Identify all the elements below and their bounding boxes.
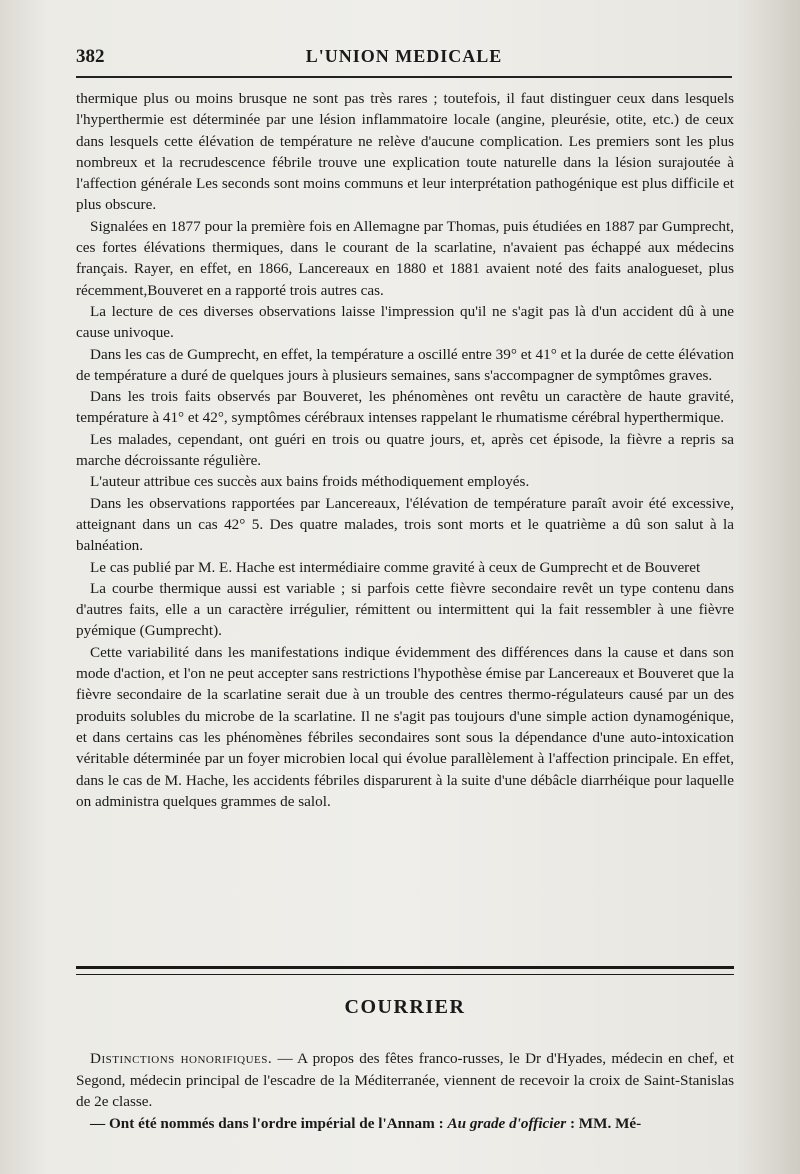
grade-label: Au grade d'officier [447, 1114, 567, 1132]
article-body [76, 88, 734, 812]
courier-body [76, 1048, 734, 1134]
paragraph: Le cas publié par M. E. Hache est intermédiaire comme gravité à ceux de Gumprecht et de Bouveret [90, 558, 701, 576]
paragraph [76, 1048, 734, 1113]
paragraph [76, 1113, 734, 1135]
paragraph: L'auteur attribue ces succès aux bains froids méthodiquement employés. [90, 473, 530, 491]
page-header [76, 46, 732, 70]
paragraph: Dans les observations rapportées par Lancereaux, l'élévation de température paraît avoir été excessive, atteignant dans un cas 42° 5. Des quatre malades, trois sont morts et le quatrième a dû son salut à la balnéation. [76, 494, 734, 555]
paragraph-tail: : MM. Mé- [566, 1114, 642, 1132]
section-divider-thin [76, 974, 734, 975]
paragraph-text: — A propos des fêtes franco-russes, le Dr d'Hyades, médecin en chef, et Segond, médecin principal de l'escadre de la Méditerranée, viennent de recevoir la croix de Saint-Stanislas de 2e classe. [76, 1050, 734, 1110]
lead-label: Distinctions honorifiques. [90, 1050, 273, 1067]
page-number: 382 [76, 46, 105, 67]
paragraph-lead: — Ont été nommés dans l'ordre impérial de l'Annam : [90, 1114, 448, 1132]
header-rule [76, 76, 732, 78]
running-title: L'UNION MEDICALE [305, 46, 503, 66]
paragraph: thermique plus ou moins brusque ne sont pas très rares ; toutefois, il faut distinguer ceux dans lesquels l'hyperthermie est déterminée par une lésion inflammatoire locale (angine, pleurésie, otite, etc.) de ceux dans lesquels cette élévation de température ne relève d'aucune complication. Les premiers sont les plus nombreux et la recrudescence fébrile trouve une explication toute naturelle dans la lésion surajoutée à l'affection générale Les seconds sont moins communs et leur interprétation pathogénique est plus difficile et plus obscure. [76, 90, 734, 214]
paragraph: Dans les cas de Gumprecht, en effet, la température a oscillé entre 39° et 41° et la durée de cette élévation de température a duré de quelques jours à plusieurs semaines, sans s'accompagner de symptômes graves. [76, 345, 734, 384]
paragraph: La courbe thermique aussi est variable ; si parfois cette fièvre secondaire revêt un type contenu dans d'autres faits, elle a un caractère irrégulier, rémittent ou intermittent qui la fait ressembler à une fièvre pyémique (Gumprecht). [76, 579, 734, 640]
paragraph: Les malades, cependant, ont guéri en trois ou quatre jours, et, après cet épisode, la fièvre a repris sa marche décroissante régulière. [76, 430, 734, 470]
paragraph: La lecture de ces diverses observations laisse l'impression qu'il ne s'agit pas là d'un accident dû à une cause univoque. [76, 302, 734, 342]
section-divider-thick [76, 966, 734, 969]
section-title: COURRIER [344, 996, 466, 1018]
paragraph: Signalées en 1877 pour la première fois en Allemagne par Thomas, puis étudiées en 1887 par Gumprecht, ces fortes élévations thermiques, dans le courant de la scarlatine, n'avaient pas échappé aux médecins français. Rayer, en effet, en 1866, Lancereaux en 1880 et 1881 avaient noté des faits analogueset, plus récemment,Bouveret en a rapporté trois autres cas. [76, 217, 734, 299]
paragraph: Dans les trois faits observés par Bouveret, les phénomènes ont revêtu un caractère de haute gravité, température à 41° et 42°, symptômes cérébraux intenses rappelant le rhumatisme cérébral hyperthermique. [76, 388, 734, 427]
paragraph: Cette variabilité dans les manifestations indique évidemment des différences dans la cause et dans son mode d'action, et l'on ne peut accepter sans restrictions l'hypothèse émise par Lancereaux et Bouveret que la fièvre secondaire de la scarlatine serait due à un trouble des centres thermo-régulateurs causé par un des produits solubles du microbe de la scarlatine. Il ne s'agit pas toujours d'une simple action dynamogénique, et dans certains cas les phénomènes fébriles secondaires sont sous la dépendance d'une auto-intoxication véritable déterminée par un foyer microbien local qui évolue parallèlement à l'affection principale. En effet, dans le cas de M. Hache, les accidents fébriles disparurent à la suite d'une débâcle diarrhéique pour laquelle on administra quelques grammes de salol. [76, 643, 734, 810]
